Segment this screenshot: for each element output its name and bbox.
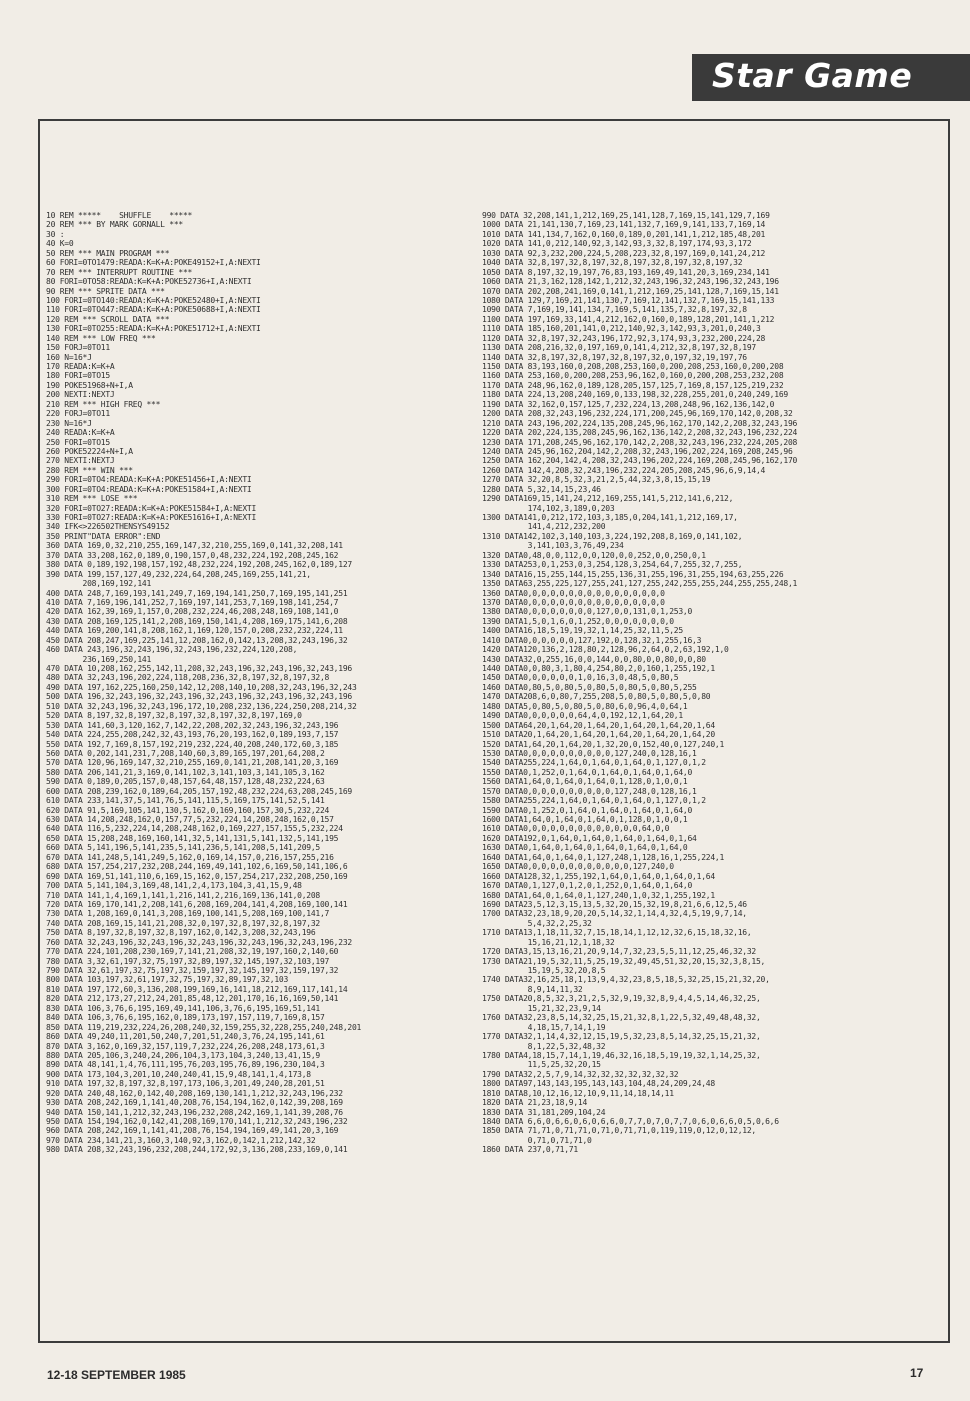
- code-line: 1500 DATA64,20,1,64,20,1,64,20,1,64,20,1,64,20,1,64: [482, 720, 715, 730]
- code-line: 20 REM *** BY MARK GORNALL ***: [46, 220, 183, 230]
- code-line: 130 FORI=0TO255:READA:K=K+A:POKE51712+I,A:NEXTI: [46, 324, 261, 334]
- code-line: 810 DATA 197,172,60,3,136,208,199,169,16,141,18,212,169,117,141,14: [46, 984, 348, 994]
- code-line: 330 FORI=0TO27:READA:K=K+A:POKE51616+I,A:NEXTI: [46, 513, 257, 522]
- code-line: 1030 DATA 92,3,232,200,224,5,208,223,32,8,197,169,0,141,24,212: [482, 248, 766, 258]
- code-line: 1620 DATA192,0,1,64,0,1,64,0,1,64,0,1,64,0,1,64: [482, 833, 697, 843]
- code-line: 15,19,5,32,20,8,5: [482, 966, 606, 975]
- code-line: 5,4,32,2,25,32: [482, 918, 592, 928]
- code-line: 1670 DATA0,1,127,0,1,2,0,1,252,0,1,64,0,1,64,0: [482, 881, 693, 891]
- code-line: 1410 DATA0,0,0,0,0,0,127,192,0,128,32,1,255,16,3: [482, 635, 702, 645]
- code-line: 1260 DATA 142,4,208,32,243,196,232,224,205,208,245,96,6,9,14,4: [482, 465, 766, 475]
- code-line: 80 FORI=0TO58:READA:K=K+A:POKE52736+I,A:NEXTI: [46, 277, 252, 287]
- code-line: 90 REM *** SPRITE DATA ***: [46, 286, 165, 296]
- code-line: 270 NEXTI:NEXTJ: [46, 456, 115, 466]
- code-line: 0,71,0,71,71,0: [482, 1135, 592, 1145]
- code-line: 1550 DATA0,1,252,0,1,64,0,1,64,0,1,64,0,1,64,0: [482, 767, 693, 777]
- code-line: 1210 DATA 243,196,202,224,135,208,245,96,162,170,142,2,208,32,243,196: [482, 418, 798, 428]
- code-line: 1020 DATA 141,0,212,140,92,3,142,93,3,32,8,197,174,93,3,172: [482, 239, 752, 249]
- code-line: 180 FORI=0TO15: [46, 371, 110, 381]
- code-line: 540 DATA 224,255,208,242,32,43,193,76,20,193,162,0,189,193,7,157: [46, 730, 339, 740]
- code-line: 210 REM *** HIGH FREQ ***: [46, 399, 161, 409]
- code-line: 750 DATA 8,197,32,8,197,32,8,197,162,0,142,3,208,32,243,196: [46, 928, 316, 938]
- code-line: 60 FORI=0TO1479:READA:K=K+A:POKE49152+I,A:NEXTI: [46, 258, 261, 268]
- code-line: 1290 DATA169,15,141,24,212,169,255,141,5,212,141,6,212,: [482, 494, 734, 504]
- code-line: 1520 DATA1,64,20,1,64,20,1,32,20,0,152,40,0,127,240,1: [482, 739, 725, 749]
- code-line: 1740 DATA32,16,25,18,1,13,9,4,32,23,8,5,18,5,32,25,15,21,32,20,: [482, 975, 770, 985]
- code-line: 1580 DATA255,224,1,64,0,1,64,0,1,64,0,1,127,0,1,2: [482, 796, 706, 806]
- code-line: 510 DATA 32,243,196,32,243,196,172,10,208,232,136,224,250,208,214,32: [46, 701, 357, 711]
- code-line: 400 DATA 248,7,169,193,141,249,7,169,194,141,250,7,169,195,141,251: [46, 588, 348, 598]
- code-line: 208,169,192,141: [46, 579, 152, 589]
- code-line: 680 DATA 157,254,217,232,208,244,169,49,141,102,6,169,50,141,106,6: [46, 862, 348, 872]
- code-line: 1190 DATA 32,162,0,157,125,7,232,224,13,208,248,96,162,136,142,0: [482, 399, 775, 409]
- code-line: 280 REM *** WIN ***: [46, 465, 133, 475]
- code-line: 900 DATA 173,104,3,201,10,240,240,41,15,9,48,141,1,4,173,8: [46, 1069, 311, 1079]
- code-line: 870 DATA 3,162,0,169,32,157,119,7,232,224,26,208,248,173,61,3: [46, 1041, 325, 1051]
- code-line: 720 DATA 169,170,141,2,208,141,6,208,169,204,141,4,208,169,100,141: [46, 899, 348, 909]
- code-line: 1770 DATA32,1,14,4,32,12,15,19,5,32,23,8,5,14,32,25,15,21,32,: [482, 1032, 761, 1042]
- code-line: 15,16,21,12,1,18,32: [482, 937, 615, 947]
- code-line: 1510 DATA20,1,64,20,1,64,20,1,64,20,1,64,20,1,64,20: [482, 730, 715, 740]
- code-line: 1320 DATA0,48,0,0,112,0,0,120,0,0,252,0,0,250,0,1: [482, 550, 706, 560]
- code-line: 4,18,15,7,14,1,19: [482, 1022, 606, 1032]
- code-line: 1840 DATA 6,6,0,6,6,0,6,0,6,6,0,7,7,0,7,0,7,7,0,6,0,6,6,0,5,0,6,6: [482, 1117, 779, 1126]
- code-line: 830 DATA 106,3,76,6,195,169,49,141,106,3,76,6,195,169,51,141: [46, 1003, 320, 1013]
- code-line: 1160 DATA 253,160,0,200,208,253,96,162,0,160,0,200,208,253,232,208: [482, 371, 784, 381]
- code-line: 1420 DATA120,136,2,128,80,2,128,96,2,64,0,2,63,192,1,0: [482, 645, 729, 655]
- page-number: 17: [910, 1366, 924, 1380]
- code-line: 1430 DATA32,0,255,16,0,0,144,0,0,80,0,0,80,0,0,80: [482, 654, 706, 664]
- code-line: 1010 DATA 141,134,7,162,0,160,0,189,0,201,141,1,212,185,48,201: [482, 229, 766, 239]
- code-line: 1570 DATA0,0,0,0,0,0,0,0,0,0,127,248,0,128,16,1: [482, 786, 697, 796]
- code-line: 560 DATA 0,202,141,231,7,208,140,60,3,89,165,197,201,64,208,2: [46, 748, 325, 758]
- code-line: 1720 DATA3,15,13,16,21,20,9,14,7,32,23,5,5,11,12,25,46,32,32: [482, 947, 756, 957]
- code-line: 250 FORI=0TO15: [46, 437, 110, 447]
- code-line: 490 DATA 197,162,225,160,250,142,12,208,140,10,208,32,243,196,32,243: [46, 682, 357, 692]
- code-line: 1110 DATA 185,160,201,141,0,212,140,92,3,142,93,3,201,0,240,3: [482, 324, 761, 334]
- code-line: 260 POKE52224+N+I,A: [46, 446, 133, 456]
- code-line: 1390 DATA1,5,0,1,6,0,1,252,0,0,0,0,0,0,0,0: [482, 616, 674, 626]
- code-line: 730 DATA 1,208,169,0,141,3,208,169,100,141,5,208,169,100,141,7: [46, 909, 330, 919]
- code-line: 160 N=16*J: [46, 352, 92, 362]
- code-line: 1490 DATA0,0,0,0,0,0,64,4,0,192,12,1,64,20,1: [482, 711, 683, 721]
- code-line: 100 FORI=0TO140:READA:K=K+A:POKE52480+I,A:NEXTI: [46, 295, 261, 305]
- code-line: 760 DATA 32,243,196,32,243,196,32,243,196,32,243,196,32,243,196,232: [46, 937, 352, 947]
- code-line: 990 DATA 32,208,141,1,212,169,25,141,128,7,169,15,141,129,7,169: [482, 211, 770, 220]
- code-line: 1050 DATA 8,197,32,19,197,76,83,193,169,49,141,20,3,169,234,141: [482, 267, 770, 277]
- code-line: 590 DATA 0,189,0,205,157,0,48,157,64,48,157,128,48,232,224,63: [46, 777, 325, 787]
- code-line: 1560 DATA1,64,0,1,64,0,1,64,0,1,128,0,1,0,0,1: [482, 777, 688, 787]
- code-line: 1200 DATA 208,32,243,196,232,224,171,200,245,96,169,170,142,0,208,32: [482, 409, 793, 419]
- code-line: 1590 DATA0,1,252,0,1,64,0,1,64,0,1,64,0,1,64,0: [482, 805, 693, 815]
- code-line: 550 DATA 192,7,169,8,157,192,219,232,224,40,208,240,172,60,3,185: [46, 739, 339, 749]
- code-line: 236,169,250,141: [46, 654, 152, 664]
- code-line: 910 DATA 197,32,8,197,32,8,197,173,106,3,201,49,240,28,201,51: [46, 1079, 325, 1089]
- code-line: 1240 DATA 245,96,162,204,142,2,208,32,243,196,202,224,169,208,245,96: [482, 446, 793, 456]
- code-line: 660 DATA 5,141,196,5,141,235,5,141,236,5,141,208,5,141,209,5: [46, 843, 320, 853]
- code-line: 770 DATA 224,101,208,230,169,7,141,21,208,32,19,197,160,2,140,60: [46, 947, 339, 957]
- section-banner: [692, 54, 970, 101]
- code-line: 1780 DATA4,18,15,7,14,1,19,46,32,16,18,5,19,19,32,1,14,25,32,: [482, 1050, 761, 1060]
- issue-date: 12-18 SEPTEMBER 1985: [47, 1368, 186, 1382]
- code-line: 1300 DATA141,0,212,172,103,3,185,0,204,141,1,212,169,17,: [482, 513, 738, 522]
- code-line: 1270 DATA 32,20,8,5,32,3,21,2,5,44,32,3,8,15,15,19: [482, 475, 711, 485]
- code-line: 1140 DATA 32,8,197,32,8,197,32,8,197,32,0,197,32,19,197,76: [482, 352, 747, 362]
- code-line: 1810 DATA8,10,12,16,12,10,9,11,14,18,14,11: [482, 1088, 674, 1098]
- code-line: 850 DATA 119,219,232,224,26,208,240,32,159,255,32,228,255,240,248,201: [46, 1022, 362, 1032]
- code-line: 120 REM *** SCROLL DATA ***: [46, 314, 170, 324]
- code-line: 150 FORJ=0TO11: [46, 343, 110, 353]
- code-line: 1440 DATA0,0,80,3,1,80,4,254,80,2,0,160,1,255,192,1: [482, 664, 715, 673]
- code-line: 470 DATA 10,208,162,255,142,11,208,32,243,196,32,243,196,32,243,196: [46, 664, 352, 673]
- code-line: 1220 DATA 202,224,135,208,245,96,162,136,142,2,208,32,243,196,232,224: [482, 428, 798, 438]
- code-line: 240 READA:K=K+A: [46, 428, 115, 438]
- code-line: 1610 DATA0,0,0,0,0,0,0,0,0,0,0,0,0,64,0,0: [482, 824, 670, 834]
- code-line: 790 DATA 32,61,197,32,75,197,32,159,197,32,145,197,32,159,197,32: [46, 966, 339, 975]
- code-line: 1040 DATA 32,8,197,32,8,197,32,8,197,32,8,197,32,8,197,32: [482, 258, 743, 268]
- code-line: 1700 DATA32,23,18,9,20,20,5,14,32,1,14,4,32,4,5,19,9,7,14,: [482, 909, 747, 919]
- code-line: 11,5,25,32,20,15: [482, 1060, 601, 1070]
- code-line: 1370 DATA0,0,0,0,0,0,0,0,0,0,0,0,0,0,0,0: [482, 597, 665, 607]
- code-line: 1480 DATA5,0,80,5,0,80,5,0,80,6,0,96,4,0,64,1: [482, 701, 688, 711]
- code-line: 630 DATA 14,208,248,162,0,157,77,5,232,224,14,208,248,162,0,157: [46, 815, 334, 824]
- code-line: 190 POKE51968+N+I,A: [46, 380, 133, 390]
- code-line: 70 REM *** INTERRUPT ROUTINE ***: [46, 267, 193, 277]
- code-line: 8,1,22,5,32,48,32: [482, 1041, 606, 1051]
- code-line: 1650 DATA0,0,0,0,0,0,0,0,0,0,0,0,127,240,0: [482, 862, 674, 872]
- code-line: 450 DATA 208,247,169,225,141,12,208,162,0,142,13,208,32,243,196,32: [46, 635, 348, 645]
- code-line: 110 FORI=0TO447:READA:K=K+A:POKE50688+I,A:NEXTI: [46, 305, 261, 315]
- code-line: 1690 DATA23,5,12,3,15,13,5,32,20,15,32,19,8,21,6,6,12,5,46: [482, 899, 747, 909]
- code-line: 460 DATA 243,196,32,243,196,32,243,196,232,224,120,208,: [46, 645, 298, 655]
- code-line: 1850 DATA 71,71,0,71,71,0,71,0,71,71,0,119,119,0,12,0,12,12,: [482, 1126, 756, 1136]
- code-line: 1820 DATA 21,23,18,9,14: [482, 1098, 588, 1108]
- code-line: 1280 DATA 5,32,14,15,23,46: [482, 484, 601, 494]
- code-line: 1710 DATA13,1,18,11,32,7,15,18,14,1,12,12,32,6,15,18,32,16,: [482, 928, 752, 938]
- code-line: 600 DATA 208,239,162,0,189,64,205,157,192,48,232,224,63,208,245,169: [46, 786, 352, 796]
- code-line: 1100 DATA 197,169,33,141,4,212,162,0,160,0,189,128,201,141,1,212: [482, 314, 775, 324]
- code-line: 1860 DATA 237,0,71,71: [482, 1145, 578, 1155]
- code-line: 960 DATA 208,242,169,1,141,41,208,76,154,194,169,49,141,20,3,169: [46, 1126, 339, 1136]
- code-line: 1800 DATA97,143,143,195,143,143,104,48,24,209,24,48: [482, 1079, 715, 1089]
- code-line: 1060 DATA 21,3,162,128,142,1,212,32,243,196,32,243,196,32,243,196: [482, 277, 779, 287]
- code-line: 950 DATA 154,194,162,0,142,41,208,169,170,141,1,212,32,243,196,232: [46, 1117, 348, 1126]
- code-line: 570 DATA 120,96,169,147,32,210,255,169,0,141,21,208,141,20,3,169: [46, 758, 339, 768]
- code-line: 930 DATA 208,242,169,1,141,40,208,76,154,194,162,0,142,39,208,169: [46, 1098, 343, 1108]
- code-line: 50 REM *** MAIN PROGRAM ***: [46, 248, 170, 258]
- code-line: 1000 DATA 21,141,130,7,169,23,141,132,7,169,9,141,133,7,169,14: [482, 220, 766, 230]
- code-line: 1230 DATA 171,208,245,96,162,170,142,2,208,32,243,196,232,224,205,208: [482, 437, 798, 447]
- code-line: 1600 DATA1,64,0,1,64,0,1,64,0,1,128,0,1,0,0,1: [482, 815, 688, 824]
- code-line: 710 DATA 141,1,4,169,1,141,1,216,141,2,216,169,136,141,0,208: [46, 890, 320, 900]
- code-line: 8,9,14,11,32: [482, 984, 583, 994]
- code-line: 740 DATA 208,169,15,141,21,208,32,0,197,32,8,197,32,8,197,32: [46, 918, 320, 928]
- code-line: 1380 DATA0,0,0,0,0,0,0,0,127,0,0,131,0,1,253,0: [482, 607, 693, 617]
- code-line: 340 IFK<>226502THENSYS49152: [46, 522, 170, 532]
- code-line: 360 DATA 169,0,32,210,255,169,147,32,210,255,169,0,141,32,208,141: [46, 541, 343, 551]
- code-line: 1150 DATA 83,193,160,0,208,208,253,160,0,200,208,253,160,0,200,208: [482, 362, 784, 371]
- code-line: 410 DATA 7,169,196,141,252,7,169,197,141,253,7,169,198,141,254,7: [46, 597, 339, 607]
- code-line: 580 DATA 206,141,21,3,169,0,141,102,3,141,103,3,141,105,3,162: [46, 767, 325, 777]
- code-line: 1450 DATA0,0,0,0,0,0,1,0,16,3,0,48,5,0,80,5: [482, 673, 679, 683]
- code-line: 380 DATA 0,189,192,198,157,192,48,232,224,192,208,245,162,0,189,127: [46, 560, 352, 570]
- code-line: 1540 DATA255,224,1,64,0,1,64,0,1,64,0,1,127,0,1,2: [482, 758, 706, 768]
- code-line: 1760 DATA32,23,8,5,14,32,25,15,21,32,8,1,22,5,32,49,48,48,32,: [482, 1013, 761, 1023]
- code-line: 1080 DATA 129,7,169,21,141,130,7,169,12,141,132,7,169,15,141,133: [482, 295, 775, 305]
- code-line: 970 DATA 234,141,21,3,160,3,140,92,3,162,0,142,1,212,142,32: [46, 1135, 316, 1145]
- code-line: 500 DATA 196,32,243,196,32,243,196,32,243,196,32,243,196,32,243,196: [46, 692, 352, 702]
- code-line: 780 DATA 3,32,61,197,32,75,197,32,89,197,32,145,197,32,103,197: [46, 956, 330, 966]
- code-line: 1460 DATA0,80,5,0,80,5,0,80,5,0,80,5,0,80,5,255: [482, 682, 697, 692]
- code-line: 980 DATA 208,32,243,196,232,208,244,172,92,3,136,208,233,169,0,141: [46, 1145, 348, 1155]
- code-line: 350 PRINT"DATA ERROR":END: [46, 531, 161, 541]
- code-line: 1090 DATA 7,169,19,141,134,7,169,5,141,135,7,32,8,197,32,8: [482, 305, 747, 315]
- section-title: Star Game: [712, 56, 913, 95]
- code-line: 370 DATA 33,208,162,0,189,0,190,157,0,48,232,224,192,208,245,162: [46, 550, 339, 560]
- code-line: 220 FORJ=0TO11: [46, 409, 110, 419]
- code-line: 920 DATA 240,48,162,0,142,40,208,169,130,141,1,212,32,243,196,232: [46, 1088, 343, 1098]
- code-line: 650 DATA 15,208,248,169,160,141,32,5,141,131,5,141,132,5,141,195: [46, 833, 339, 843]
- code-line: 230 N=16*J: [46, 418, 92, 428]
- code-line: 10 REM ***** SHUFFLE *****: [46, 211, 193, 220]
- code-line: 1830 DATA 31,181,209,104,24: [482, 1107, 606, 1117]
- code-line: 310 REM *** LOSE ***: [46, 494, 138, 504]
- code-line: 800 DATA 103,197,32,61,197,32,75,197,32,89,197,32,103: [46, 975, 289, 985]
- code-line: 1130 DATA 208,216,32,0,197,169,0,141,4,212,32,8,197,32,8,197: [482, 343, 756, 353]
- code-line: 640 DATA 116,5,232,224,14,208,248,162,0,169,227,157,155,5,232,224: [46, 824, 343, 834]
- code-line: 480 DATA 32,243,196,202,224,118,208,236,32,8,197,32,8,197,32,8: [46, 673, 330, 683]
- code-line: 1070 DATA 202,208,241,169,0,141,1,212,169,25,141,128,7,169,15,141: [482, 286, 779, 296]
- code-line: 700 DATA 5,141,104,3,169,48,141,2,4,173,104,3,41,15,9,48: [46, 881, 302, 891]
- listing-column-left: [46, 211, 478, 1155]
- code-line: 170 READA:K=K+A: [46, 362, 115, 371]
- code-line: 1250 DATA 162,204,142,4,208,32,243,196,202,224,169,208,245,96,162,170: [482, 456, 798, 466]
- code-line: 140 REM *** LOW FREQ ***: [46, 333, 156, 343]
- code-line: 820 DATA 212,173,27,212,24,201,85,48,12,201,170,16,16,169,50,141: [46, 994, 339, 1004]
- code-line: 1790 DATA32,2,5,7,9,14,32,32,32,32,32,32,32: [482, 1069, 679, 1079]
- code-line: 1630 DATA0,1,64,0,1,64,0,1,64,0,1,64,0,1,64,0: [482, 843, 688, 853]
- code-line: 1640 DATA1,64,0,1,64,0,1,127,248,1,128,16,1,255,224,1: [482, 852, 725, 862]
- code-line: 610 DATA 233,141,37,5,141,76,5,141,115,5,169,175,141,52,5,141: [46, 796, 325, 806]
- code-line: 620 DATA 91,5,169,105,141,130,5,162,0,169,160,157,30,5,232,224: [46, 805, 330, 815]
- code-line: 1730 DATA21,19,5,32,11,5,25,19,32,49,45,51,32,20,15,32,3,8,15,: [482, 956, 766, 966]
- code-line: 940 DATA 150,141,1,212,32,243,196,232,208,242,169,1,141,39,208,76: [46, 1107, 343, 1117]
- code-line: 200 NEXTI:NEXTJ: [46, 390, 115, 400]
- code-line: 1350 DATA63,255,225,127,255,241,127,255,242,255,255,244,255,255,248,1: [482, 579, 798, 589]
- code-line: 1750 DATA20,8,5,32,3,21,2,5,32,9,19,32,8,9,4,4,5,14,46,32,25,: [482, 994, 761, 1004]
- code-line: 3,141,103,3,76,49,234: [482, 541, 624, 551]
- code-line: 1170 DATA 248,96,162,0,189,128,205,157,125,7,169,8,157,125,219,232: [482, 380, 784, 390]
- code-line: 1120 DATA 32,8,197,32,243,196,172,92,3,174,93,3,232,200,224,28: [482, 333, 766, 343]
- code-line: 390 DATA 199,157,127,49,232,224,64,208,245,169,255,141,21,: [46, 569, 311, 579]
- code-line: 890 DATA 48,141,1,4,76,111,195,76,203,195,76,89,196,230,104,3: [46, 1060, 325, 1070]
- code-line: 840 DATA 106,3,76,6,195,162,0,189,173,197,157,119,7,169,8,157: [46, 1013, 325, 1023]
- code-line: 860 DATA 49,240,11,201,50,240,7,201,51,240,3,76,24,195,141,61: [46, 1032, 325, 1042]
- listing-column-right: [482, 211, 948, 1155]
- code-line: 440 DATA 169,200,141,8,208,162,1,169,120,157,0,208,232,232,224,11: [46, 626, 343, 636]
- code-line: 141,4,212,232,200: [482, 522, 606, 532]
- code-line: 290 FORI=0TO4:READA:K=K+A:POKE51456+I,A:NEXTI: [46, 475, 252, 485]
- code-line: 420 DATA 162,39,169,1,157,0,208,232,224,46,208,248,169,108,141,0: [46, 607, 339, 617]
- code-line: 1530 DATA0,0,0,0,0,0,0,0,0,0,127,240,0,128,16,1: [482, 748, 697, 758]
- code-line: 430 DATA 208,169,125,141,2,208,169,150,141,4,208,169,175,141,6,208: [46, 616, 348, 626]
- code-line: 1310 DATA142,102,3,140,103,3,224,192,208,8,169,0,141,102,: [482, 531, 743, 541]
- code-line: 1360 DATA0,0,0,0,0,0,0,0,0,0,0,0,0,0,0,0: [482, 588, 665, 598]
- code-line: 670 DATA 141,248,5,141,249,5,162,0,169,14,157,0,216,157,255,216: [46, 852, 334, 862]
- code-line: 530 DATA 141,60,3,120,162,7,142,22,208,202,32,243,196,32,243,196: [46, 720, 339, 730]
- code-line: 1660 DATA128,32,1,255,192,1,64,0,1,64,0,1,64,0,1,64: [482, 871, 715, 881]
- code-line: 320 FORI=0TO27:READA:K=K+A:POKE51584+I,A:NEXTI: [46, 503, 257, 513]
- code-line: 1340 DATA16,15,255,144,15,255,136,31,255,196,31,255,194,63,255,226: [482, 569, 784, 579]
- code-line: 300 FORI=0TO4:READA:K=K+A:POKE51584+I,A:NEXTI: [46, 484, 252, 494]
- code-line: 1330 DATA253,0,1,253,0,3,254,128,3,254,64,7,255,32,7,255,: [482, 560, 743, 570]
- code-line: 30 :: [46, 229, 65, 239]
- code-line: 880 DATA 205,106,3,240,24,206,104,3,173,104,3,240,13,41,15,9: [46, 1050, 320, 1060]
- code-line: 40 K=0: [46, 239, 74, 249]
- code-line: 1470 DATA208,6,0,80,7,255,208,5,0,80,5,0,80,5,0,80: [482, 692, 711, 702]
- code-line: 1400 DATA16,18,5,19,19,32,1,14,25,32,11,5,25: [482, 626, 683, 636]
- code-line: 174,102,3,189,0,203: [482, 503, 615, 513]
- code-line: 1180 DATA 224,13,208,240,169,0,133,198,32,228,255,201,0,240,249,169: [482, 390, 788, 400]
- code-line: 690 DATA 169,51,141,110,6,169,15,162,0,157,254,217,232,208,250,169: [46, 871, 348, 881]
- code-line: 1680 DATA1,64,0,1,64,0,1,127,240,1,0,32,1,255,192,1: [482, 890, 715, 900]
- code-line: 520 DATA 8,197,32,8,197,32,8,197,32,8,197,32,8,197,169,0: [46, 711, 302, 721]
- code-line: 15,21,32,23,9,14: [482, 1003, 601, 1013]
